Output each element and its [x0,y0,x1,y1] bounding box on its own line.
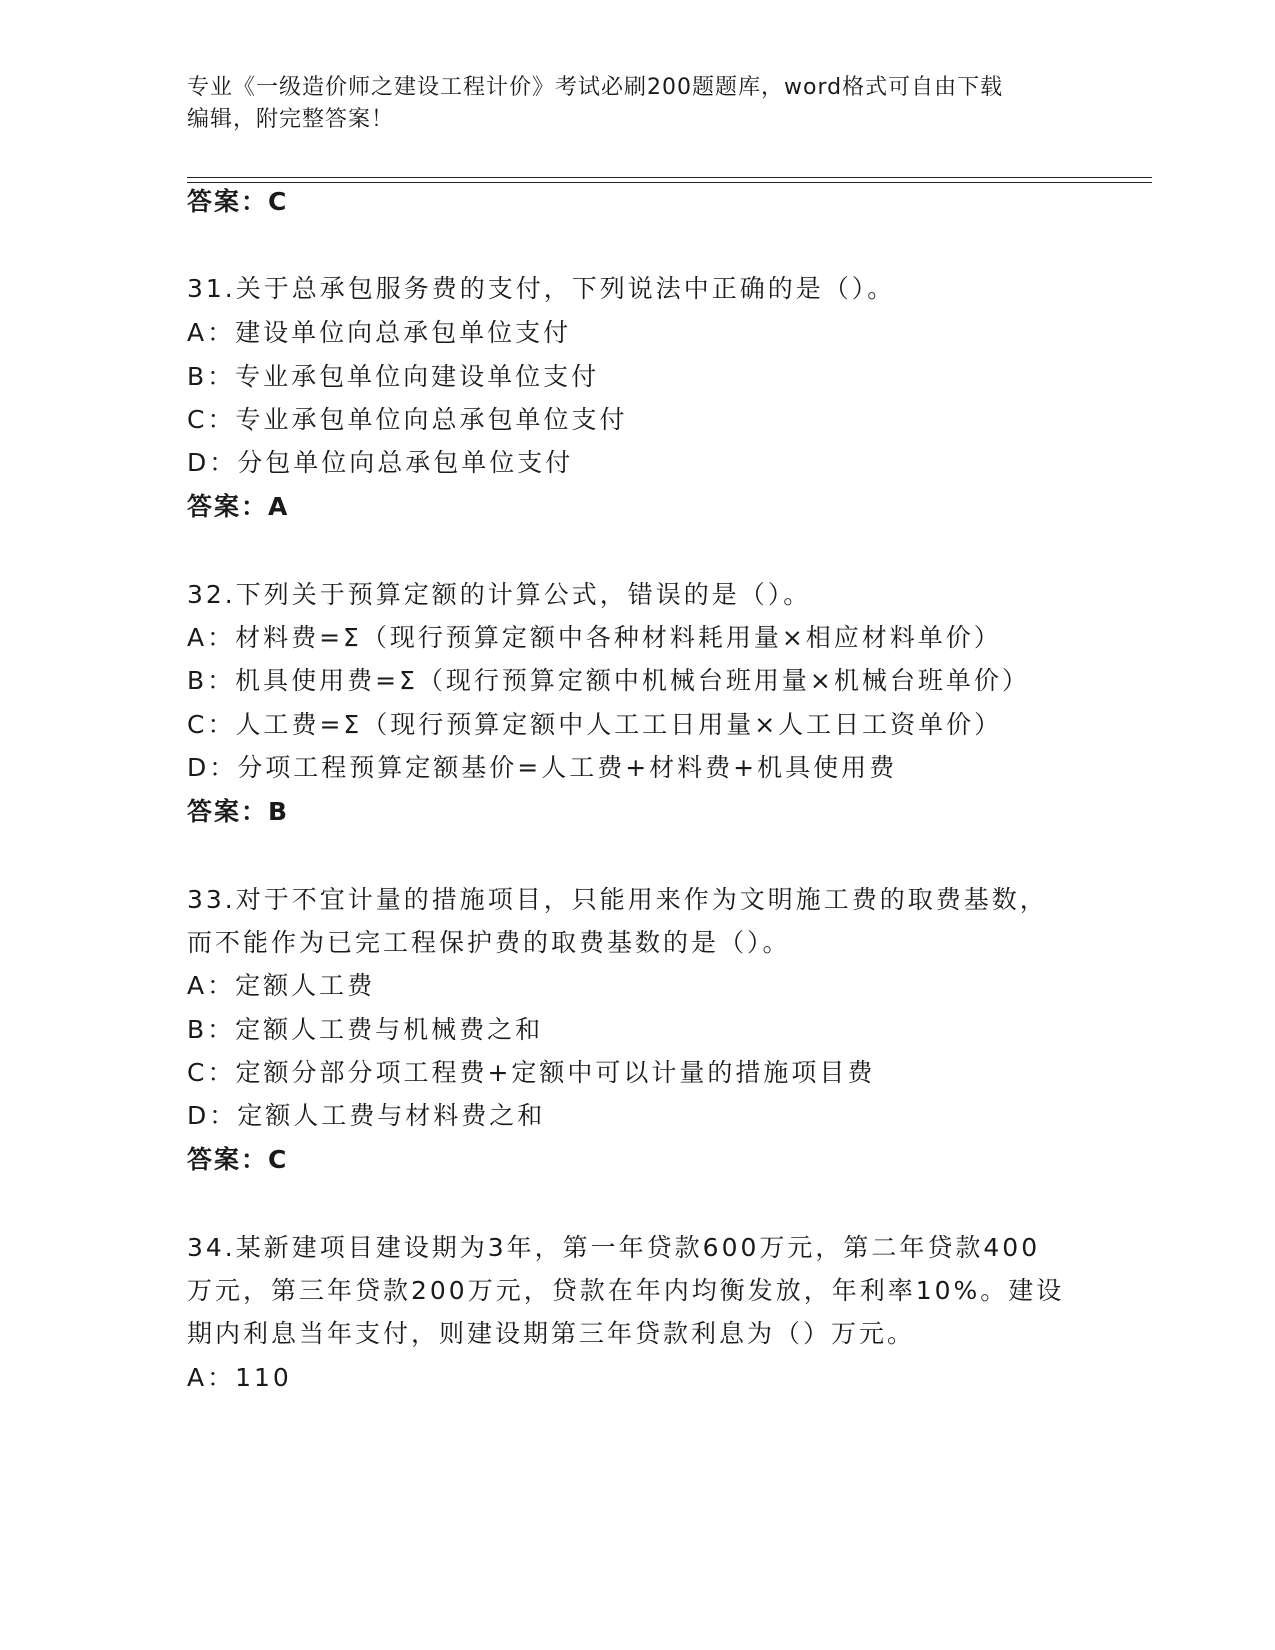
header-line-1: 专业《一级造价师之建设工程计价》考试必刷200题题库，word格式可自由下载 [187,75,1004,100]
question-33-option-d: D：定额人工费与材料费之和 [187,1101,546,1130]
page-header [187,72,1087,136]
question-31-option-b: B：专业承包单位向建设单位支付 [187,362,600,391]
question-32-option-b: B：机具使用费=Σ（现行预算定额中机械台班用量×机械台班单价） [187,666,1030,695]
question-34-stem-line-1: 34.某新建项目建设期为3年，第一年贷款600万元，第二年贷款400 [187,1233,1041,1262]
question-33-stem-line-1: 33.对于不宜计量的措施项目，只能用来作为文明施工费的取费基数， [187,885,1048,914]
header-line-2: 编辑，附完整答案！ [187,107,395,132]
question-34-stem-line-3: 期内利息当年支付，则建设期第三年贷款利息为（）万元。 [187,1319,916,1348]
question-33-answer: 答案：C [187,1145,289,1174]
header-rule-top [187,177,1152,178]
question-34-option-a: A：110 [187,1363,292,1392]
question-33-stem-line-2: 而不能作为已完工程保护费的取费基数的是（）。 [187,928,791,957]
question-32-option-a: A：材料费=Σ（现行预算定额中各种材料耗用量×相应材料单价） [187,623,1002,652]
question-31-option-c: C：专业承包单位向总承包单位支付 [187,405,628,434]
question-32-option-c: C：人工费=Σ（现行预算定额中人工工日用量×人工日工资单价） [187,710,1003,739]
question-34-stem-line-2: 万元，第三年贷款200万元，贷款在年内均衡发放，年利率10%。建设 [187,1276,1065,1305]
question-33-option-c: C：定额分部分项工程费+定额中可以计量的措施项目费 [187,1058,876,1087]
header-rule-bottom [187,182,1152,183]
question-33-option-b: B：定额人工费与机械费之和 [187,1015,544,1044]
question-32-stem: 32.下列关于预算定额的计算公式，错误的是（）。 [187,580,812,609]
question-31-option-a: A：建设单位向总承包单位支付 [187,318,572,347]
question-33-option-a: A：定额人工费 [187,971,376,1000]
question-32-option-d: D：分项工程预算定额基价=人工费+材料费+机具使用费 [187,753,898,782]
question-32-answer: 答案：B [187,797,290,826]
question-31-stem: 31.关于总承包服务费的支付，下列说法中正确的是（）。 [187,274,896,303]
question-31-option-d: D：分包单位向总承包单位支付 [187,448,574,477]
question-31-answer: 答案：A [187,492,290,521]
previous-answer: 答案：C [187,187,289,216]
